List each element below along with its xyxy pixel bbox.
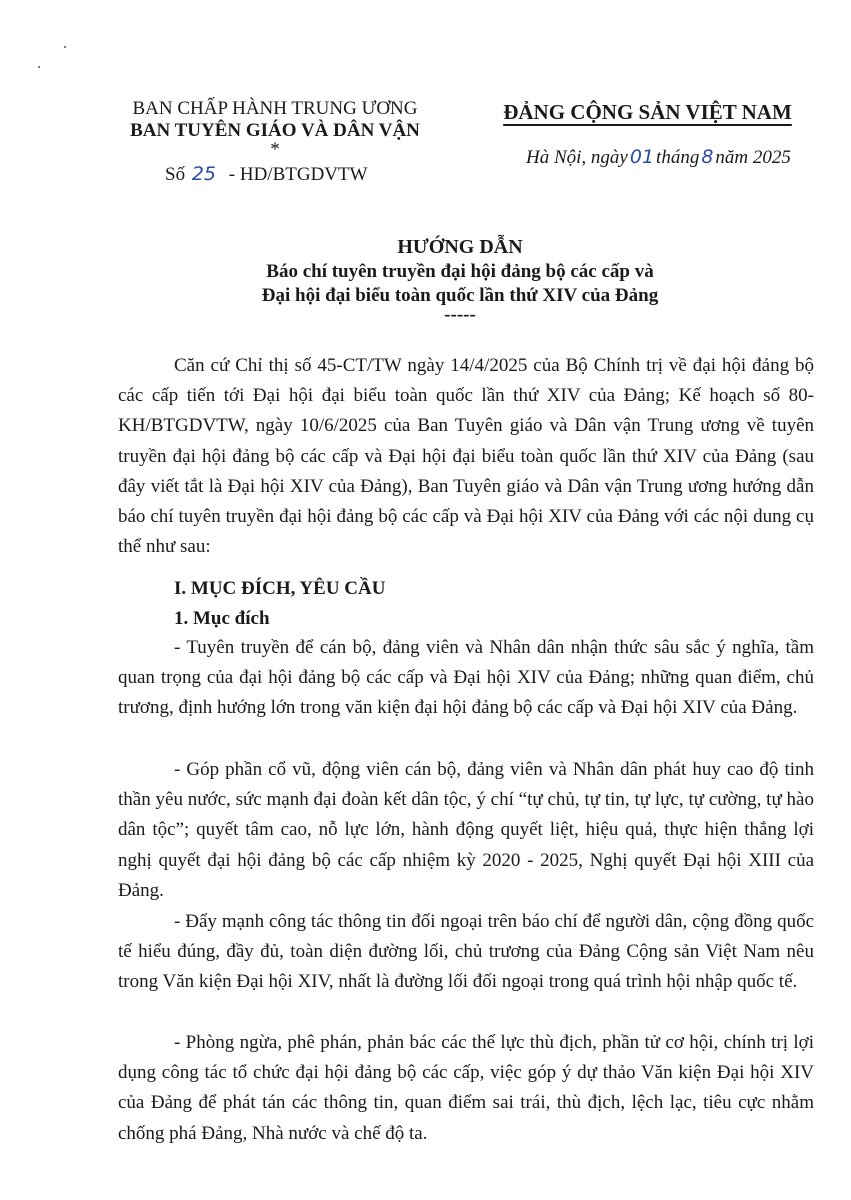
handwritten-number: 25 [191, 163, 217, 185]
org-line-2: BAN TUYÊN GIÁO VÀ DÂN VẬN [130, 120, 420, 141]
section-heading: I. MỤC ĐÍCH, YÊU CẦU [174, 578, 386, 599]
scan-speck [38, 66, 40, 68]
purpose-item-3: - Đẩy mạnh công tác thông tin đối ngoại trên báo chí để người dân, cộng đồng quốc tế hiểu đúng, đầy đủ, toàn diện đường lối, chủ trương của Đảng Cộng sản Việt Nam nêu trong Văn kiện Đại hội XIV, nhất là đường lối đối ngoại trong quá trình hội nhập quốc tế. [118, 911, 814, 993]
date-line [526, 146, 791, 169]
party-name: ĐẢNG CỘNG SẢN VIỆT NAM [503, 100, 792, 124]
intro-paragraph: Căn cứ Chỉ thị số 45-CT/TW ngày 14/4/2025 của Bộ Chính trị về đại hội đảng bộ các cấp tiến tới Đại hội đại biểu toàn quốc lần thứ XIV của Đảng; Kế hoạch số 80-KH/BTGDVTW, ngày 10/6/2025 của Ban Tuyên giáo và Dân vận Trung ương về tuyên truyền đại hội đảng bộ các cấp và Đại hội đại biểu toàn quốc lần thứ XIV của Đảng (sau đây viết tắt là Đại hội XIV của Đảng), Ban Tuyên giáo và Dân vận Trung ương hướng dẫn báo chí tuyên truyền đại hội đảng bộ các cấp và Đại hội XIV của Đảng với các nội dung cụ thể như sau: [118, 355, 814, 558]
scan-speck [64, 46, 66, 48]
purpose-item-2: - Góp phần cổ vũ, động viên cán bộ, đảng viên và Nhân dân phát huy cao độ tinh thần yêu nước, sức mạnh đại đoàn kết dân tộc, ý chí “tự chủ, tự tin, tự lực, tự cường, tự hào dân tộc”; quyết tâm cao, nỗ lực lớn, hành động quyết liệt, hiệu quả, thực hiện thắng lợi nghị quyết đại hội đảng bộ các cấp nhiệm kỳ 2020 - 2025, Nghị quyết Đại hội XIII của Đảng. [118, 759, 814, 901]
handwritten-day: 01 [629, 146, 655, 168]
handwritten-month: 8 [701, 146, 714, 168]
subtitle-line-2: Đại hội đại biểu toàn quốc lần thứ XIV của Đảng [261, 285, 659, 306]
issuing-organization [100, 98, 450, 158]
date-year: năm 2025 [715, 147, 791, 168]
title-separator: ----- [444, 304, 476, 325]
subsection-heading: 1. Mục đích [174, 608, 270, 629]
date-place: Hà Nội, ngày [526, 147, 628, 168]
date-month-label: tháng [656, 147, 700, 168]
purpose-item-4: - Phòng ngừa, phê phán, phản bác các thế lực thù địch, phần tử cơ hội, chính trị lợi dụng công tác tổ chức đại hội đảng bộ các cấp, việc góp ý dự thảo Văn kiện Đại hội XIV của Đảng để phát tán các thông tin, quan điểm sai trái, thù địch, lệch lạc, tiêu cực nhằm chống phá Đảng, Nhà nước và chế độ ta. [118, 1032, 814, 1144]
org-star: * [270, 139, 280, 160]
subtitle-line-1: Báo chí tuyên truyền đại hội đảng bộ các cấp và [266, 261, 654, 282]
org-line-1: BAN CHẤP HÀNH TRUNG ƯƠNG [132, 98, 418, 119]
document-number [165, 163, 368, 186]
number-suffix: - HD/BTGDVTW [228, 164, 368, 185]
document-subtitle [150, 260, 770, 325]
purpose-item-1: - Tuyên truyền để cán bộ, đảng viên và Nhân dân nhận thức sâu sắc ý nghĩa, tầm quan trọng của đại hội đảng bộ các cấp và Đại hội XIV của Đảng; những quan điểm, chủ trương, định hướng lớn trong văn kiện đại hội đảng bộ các cấp và Đại hội XIV của Đảng. [118, 637, 814, 719]
document-title: HƯỚNG DẪN [397, 236, 523, 258]
number-prefix: Số [165, 164, 186, 185]
